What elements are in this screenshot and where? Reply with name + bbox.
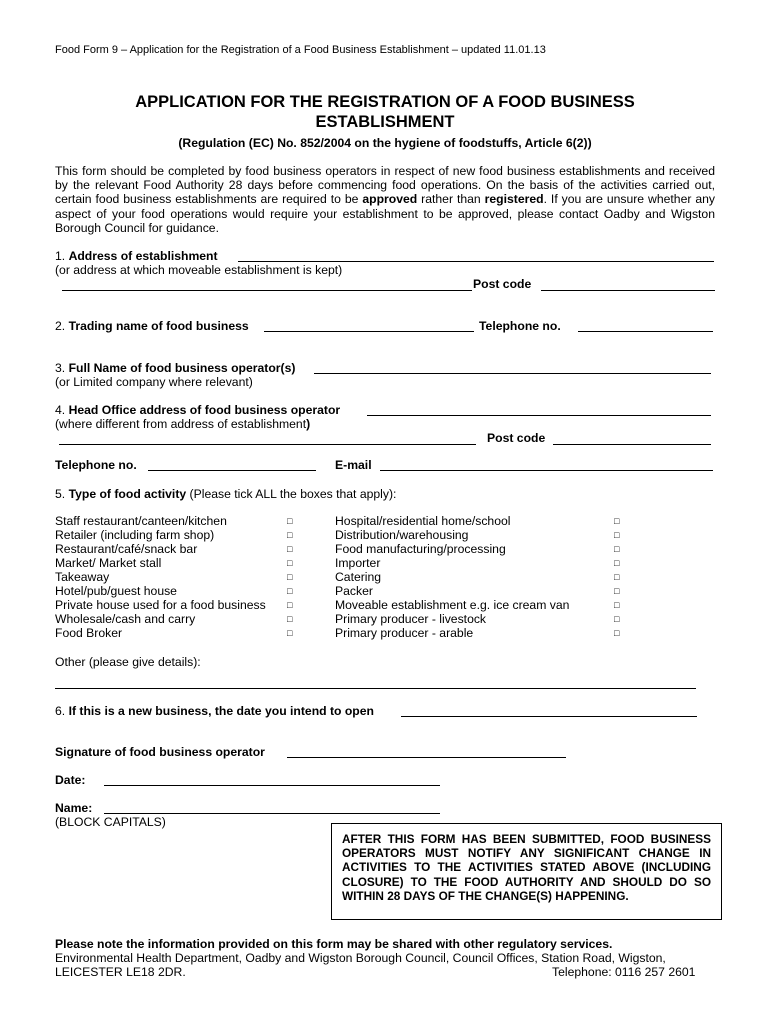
head-office-postcode-input[interactable]: [553, 431, 711, 445]
intro-text-3: . If you are unsure whether any aspect of your food operations would require your establishment to be approved, please contact Oadby and Wigston Borough Council for guidance.: [55, 192, 716, 235]
q3-label-text: Full Name of food business operator(s): [68, 361, 296, 375]
date-label: Date:: [55, 773, 86, 787]
activity-item: Hospital/residential home/school: [335, 514, 511, 528]
activity-item: Takeaway: [55, 570, 110, 584]
intro-approved: approved: [362, 192, 418, 207]
signature-input[interactable]: [287, 744, 566, 758]
q1-label: [55, 249, 218, 263]
head-office-address-input[interactable]: [367, 402, 711, 416]
signature-label: Signature of food business operator: [55, 745, 265, 759]
operator-name-input[interactable]: [314, 360, 711, 374]
checkbox-icon[interactable]: □: [287, 628, 293, 638]
q6-label: [55, 704, 374, 718]
checkbox-icon[interactable]: □: [614, 600, 620, 610]
activity-item: Private house used for a food business: [55, 598, 266, 612]
checkbox-icon[interactable]: □: [614, 628, 620, 638]
trading-telephone-line: [578, 331, 713, 332]
signature-line: [287, 757, 566, 758]
trading-name-input[interactable]: [264, 318, 474, 332]
footer-address-line1: Environmental Health Department, Oadby and Wigston Borough Council, Council Offices, Station Road, Wigston,: [55, 951, 666, 965]
head-office-telephone-input[interactable]: [148, 457, 316, 471]
opening-date-line: [401, 716, 697, 717]
q2-label-text: Trading name of food business: [68, 319, 249, 333]
establishment-postcode-line: [541, 290, 715, 291]
head-office-address-line: [367, 415, 711, 416]
establishment-address-line2-input[interactable]: [62, 277, 472, 291]
intro-registered: registered: [484, 192, 544, 207]
q3-number: 3.: [55, 361, 69, 375]
activity-item: Food Broker: [55, 626, 123, 640]
establishment-address-line: [238, 261, 714, 262]
q3-label: [55, 361, 295, 375]
other-details-input[interactable]: [55, 675, 696, 689]
activity-item: Hotel/pub/guest house: [55, 584, 177, 598]
activity-item: Packer: [335, 584, 373, 598]
checkbox-icon[interactable]: □: [287, 516, 293, 526]
form-title-line1: APPLICATION FOR THE REGISTRATION OF A FOOD BUSINESS: [135, 93, 635, 111]
name-line: [104, 813, 440, 814]
activity-checkboxes-left: [287, 514, 292, 640]
intro-text-1: This form should be completed by food business operators in respect of new food business establishments and received by the relevant Food Authority 28 days before commencing food operations. On the basis of the activities carried out, certain food business establishments are required to be: [55, 164, 715, 207]
name-label: Name:: [55, 801, 93, 815]
activity-list-left: [55, 514, 266, 640]
q4-note-text: (where different from address of establishment: [55, 417, 307, 431]
head-office-address-line2: [59, 444, 476, 445]
activity-item: Staff restaurant/canteen/kitchen: [55, 514, 227, 528]
activity-item: Food manufacturing/processing: [335, 542, 506, 556]
head-office-address-line2-input[interactable]: [59, 431, 476, 445]
change-notice-box: [331, 823, 722, 920]
form-title: [0, 92, 770, 132]
q4-telephone-label: Telephone no.: [55, 458, 137, 472]
q5-label-text: Type of food activity: [68, 487, 187, 501]
q1-number: 1.: [55, 249, 69, 263]
checkbox-icon[interactable]: □: [614, 516, 620, 526]
activity-item: Wholesale/cash and carry: [55, 612, 196, 626]
opening-date-input[interactable]: [401, 703, 697, 717]
q1-postcode-label: Post code: [473, 277, 532, 291]
q6-label-text: If this is a new business, the date you intend to open: [68, 704, 374, 718]
trading-name-line: [264, 331, 474, 332]
activity-item: Market/ Market stall: [55, 556, 162, 570]
block-capitals-note: (BLOCK CAPITALS): [55, 815, 166, 829]
checkbox-icon[interactable]: □: [287, 572, 293, 582]
head-office-email-input[interactable]: [380, 457, 713, 471]
activity-list-right: [335, 514, 569, 640]
q4-note: [55, 417, 310, 431]
trading-telephone-input[interactable]: [578, 318, 713, 332]
activity-checkboxes-right: [614, 514, 619, 640]
form-title-line2: ESTABLISHMENT: [315, 113, 455, 131]
q4-label: [55, 403, 340, 417]
head-office-postcode-line: [553, 444, 711, 445]
head-office-telephone-line: [148, 470, 316, 471]
checkbox-icon[interactable]: □: [287, 558, 293, 568]
q5-note: (Please tick ALL the boxes that apply):: [186, 487, 397, 501]
intro-text-2: rather than: [417, 192, 485, 207]
q6-number: 6.: [55, 704, 69, 718]
activity-item: Moveable establishment e.g. ice cream van: [335, 598, 570, 612]
q4-email-label: E-mail: [335, 458, 372, 472]
change-notice-text: AFTER THIS FORM HAS BEEN SUBMITTED, FOOD BUSINESS OPERATORS MUST NOTIFY ANY SIGNIFICANT CHANGE IN ACTIVITIES TO THE ACTIVITIES STATED ABOVE (INCLUDING CLOSURE) TO THE FOOD AUTHORITY AND SHOULD DO SO WITHIN 28 DAYS OF THE CHANGE(S) HAPPENING.: [342, 832, 711, 903]
checkbox-icon[interactable]: □: [614, 544, 620, 554]
q5-label: [55, 487, 396, 501]
name-input[interactable]: [104, 800, 440, 814]
q4-label-text: Head Office address of food business operator: [68, 403, 341, 417]
checkbox-icon[interactable]: □: [614, 586, 620, 596]
q3-note: (or Limited company where relevant): [55, 375, 253, 389]
establishment-postcode-input[interactable]: [541, 277, 715, 291]
footer-telephone: Telephone: 0116 257 2601: [552, 965, 696, 979]
checkbox-icon[interactable]: □: [614, 614, 620, 624]
q4-note-close: ): [306, 417, 311, 431]
other-details-line: [55, 688, 696, 689]
q4-number: 4.: [55, 403, 69, 417]
activity-item: Primary producer - livestock: [335, 612, 487, 626]
establishment-address-line2: [62, 290, 472, 291]
footer-address-line2: LEICESTER LE18 2DR.: [55, 965, 186, 979]
activity-item: Retailer (including farm shop): [55, 528, 215, 542]
activity-item: Importer: [335, 556, 381, 570]
checkbox-icon[interactable]: □: [614, 530, 620, 540]
form-reference-header: Food Form 9 – Application for the Registration of a Food Business Establishment – updated 11.01.13: [55, 44, 546, 56]
activity-item: Catering: [335, 570, 382, 584]
q1-note: (or address at which moveable establishment is kept): [55, 263, 343, 277]
date-line: [104, 785, 440, 786]
footer-sharing-note: Please note the information provided on this form may be shared with other regulatory services.: [55, 937, 613, 951]
q5-number: 5.: [55, 487, 69, 501]
q1-label-text: Address of establishment: [68, 249, 218, 263]
q2-telephone-label: Telephone no.: [479, 319, 561, 333]
checkbox-icon[interactable]: □: [287, 544, 293, 554]
checkbox-icon[interactable]: □: [287, 530, 293, 540]
activity-item: Primary producer - arable: [335, 626, 474, 640]
q2-label: [55, 319, 249, 333]
other-details-label: Other (please give details):: [55, 655, 201, 669]
checkbox-icon[interactable]: □: [287, 614, 293, 624]
operator-name-line: [314, 373, 711, 374]
date-input[interactable]: [104, 772, 440, 786]
activity-item: Distribution/warehousing: [335, 528, 469, 542]
establishment-address-input[interactable]: [238, 248, 714, 262]
q2-number: 2.: [55, 319, 69, 333]
q4-postcode-label: Post code: [487, 431, 546, 445]
regulation-subtitle: (Regulation (EC) No. 852/2004 on the hygiene of foodstuffs, Article 6(2)): [178, 136, 592, 150]
checkbox-icon[interactable]: □: [614, 558, 620, 568]
checkbox-icon[interactable]: □: [614, 572, 620, 582]
head-office-email-line: [380, 470, 713, 471]
checkbox-icon[interactable]: □: [287, 600, 293, 610]
activity-item: Restaurant/café/snack bar: [55, 542, 198, 556]
checkbox-icon[interactable]: □: [287, 586, 293, 596]
intro-paragraph: [55, 164, 715, 235]
